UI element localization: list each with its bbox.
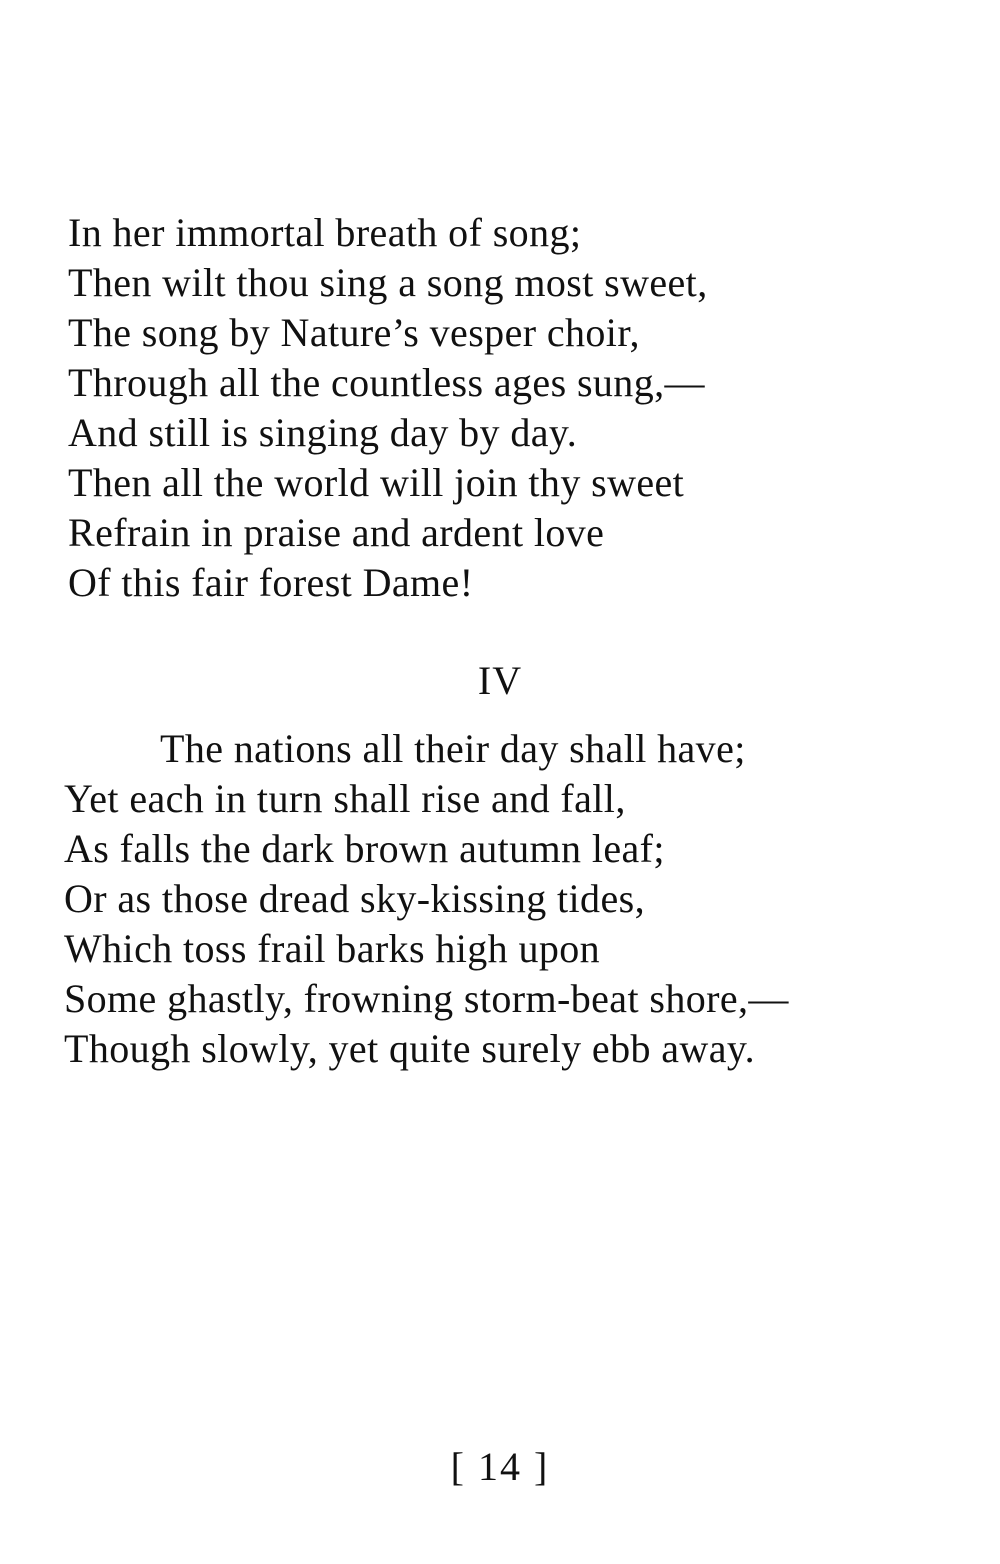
verse-line: Through all the countless ages sung,— [68,360,705,405]
verse-line: Of this fair forest Dame! [68,560,474,605]
verse-line: In her immortal breath of song; [68,210,582,255]
verse-line: Which toss frail barks high upon [64,926,601,971]
verse-line: Yet each in turn shall rise and fall, [64,776,626,821]
verse-line: And still is singing day by day. [68,410,578,455]
verse-line: The nations all their day shall have; [160,726,746,771]
verse-line: Some ghastly, frowning storm-beat shore,— [64,976,789,1021]
verse-line: The song by Nature’s vesper choir, [68,310,640,355]
verse-line: Then all the world will join thy sweet [68,460,685,505]
verse-line: Refrain in praise and ardent love [68,510,605,555]
verse-line: As falls the dark brown autumn leaf; [64,826,665,871]
page-number: [ 14 ] [450,1444,550,1489]
section-heading: IV [477,658,523,703]
verse-line: Then wilt thou sing a song most sweet, [68,260,708,305]
verse-line: Or as those dread sky-kissing tides, [64,876,645,921]
verse-line: Though slowly, yet quite surely ebb away. [64,1026,756,1071]
